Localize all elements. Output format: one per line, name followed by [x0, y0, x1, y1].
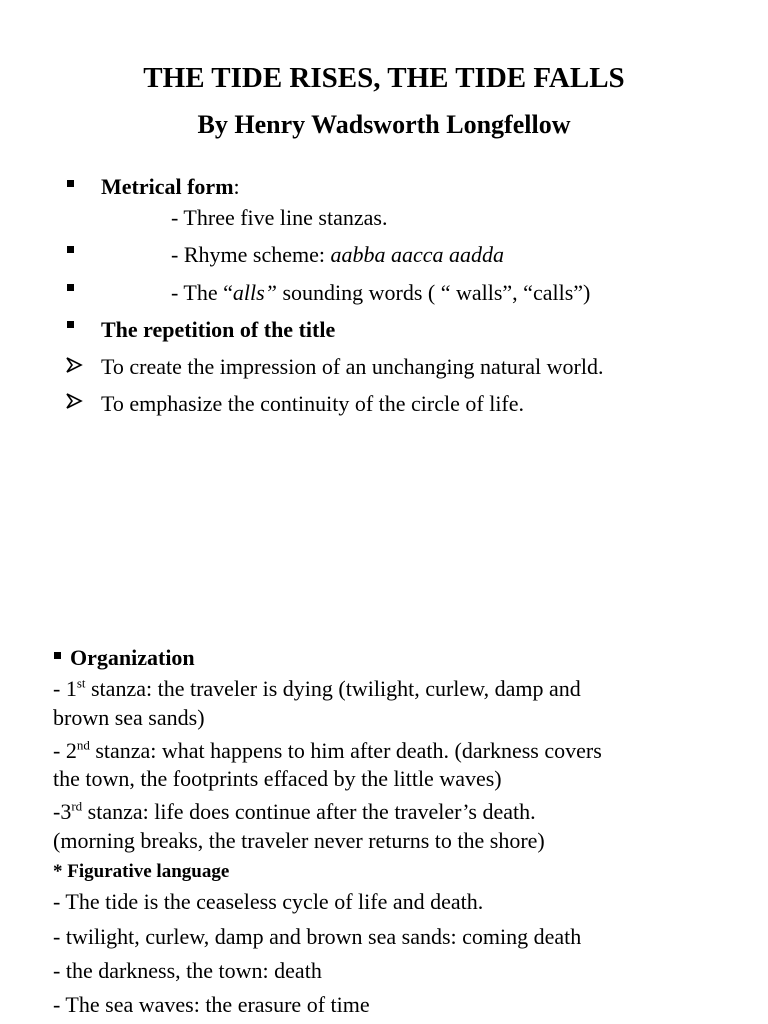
alls-word: alls” — [232, 280, 277, 305]
stanzas-line: - Three five line stanzas. — [171, 205, 388, 230]
stanza-2-number: - 2 — [53, 738, 77, 763]
square-bullet-icon — [67, 180, 74, 187]
alls-prefix: - The “ — [171, 280, 233, 305]
figurative-line-4: - The sea waves: the erasure of time — [53, 992, 370, 1017]
repetition-heading: The repetition of the title — [101, 317, 336, 342]
stanza-3-line-1 — [53, 798, 536, 826]
figurative-line-2: - twilight, curlew, damp and brown sea sands: coming death — [53, 924, 582, 949]
document-title: THE TIDE RISES, THE TIDE FALLS — [143, 62, 625, 94]
document-author: By Henry Wadsworth Longfellow — [197, 110, 571, 139]
figurative-line-3: - the darkness, the town: death — [53, 958, 322, 983]
metrical-form-label: Metrical form — [101, 174, 234, 199]
stanza-3-suffix: rd — [71, 798, 83, 814]
stanza-3-number: -3 — [53, 799, 72, 824]
square-bullet-icon — [54, 652, 61, 659]
stanza-1-suffix: st — [76, 675, 86, 691]
rhyme-scheme-line — [171, 241, 504, 269]
organization-heading: Organization — [70, 645, 195, 670]
repetition-point-2: To emphasize the continuity of the circle of life. — [101, 391, 525, 416]
alls-words-line — [171, 279, 590, 307]
rhyme-scheme-prefix: - Rhyme scheme: — [171, 242, 331, 267]
square-bullet-icon — [67, 321, 74, 328]
stanza-2-text: stanza: what happens to him after death. (darkness covers — [89, 738, 602, 763]
stanza-2-line-1 — [53, 737, 602, 765]
stanza-1-line-2: brown sea sands) — [53, 705, 205, 730]
stanza-1-number: - 1 — [53, 676, 77, 701]
rhyme-scheme-value: aabba aacca aadda — [330, 242, 504, 267]
figurative-line-1: - The tide is the ceaseless cycle of life and death. — [53, 889, 484, 914]
square-bullet-icon — [67, 246, 74, 253]
stanza-3-text: stanza: life does continue after the traveler’s death. — [82, 799, 536, 824]
arrow-bullet-icon — [64, 391, 84, 411]
stanza-2-suffix: nd — [76, 737, 90, 753]
stanza-1-line-1 — [53, 675, 581, 703]
arrow-bullet-icon — [64, 355, 84, 375]
stanza-1-text: stanza: the traveler is dying (twilight, curlew, damp and — [85, 676, 581, 701]
stanza-3-line-2: (morning breaks, the traveler never returns to the shore) — [53, 828, 545, 853]
figurative-heading: * Figurative language — [53, 861, 230, 882]
metrical-form-heading — [101, 173, 240, 201]
stanza-2-line-2: the town, the footprints effaced by the little waves) — [53, 766, 502, 791]
repetition-point-1: To create the impression of an unchanging natural world. — [101, 354, 604, 379]
square-bullet-icon — [67, 284, 74, 291]
metrical-form-colon: : — [233, 174, 240, 199]
alls-suffix: sounding words ( “ walls”, “calls”) — [276, 280, 591, 305]
